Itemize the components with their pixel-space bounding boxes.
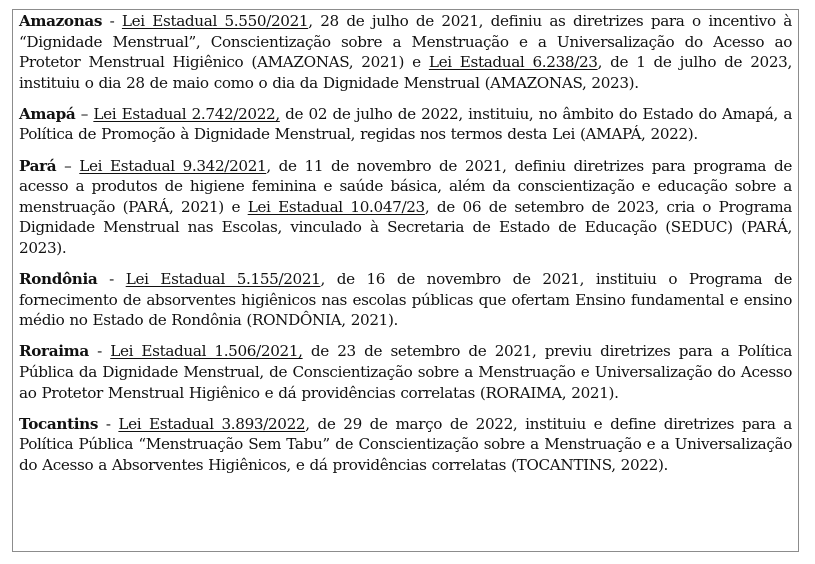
legislation-box <box>12 9 799 552</box>
law-reference: Lei Estadual 10.047/23 <box>247 197 425 216</box>
separator: – <box>75 104 94 123</box>
law-description: de 23 de setembro de 2021, previu diretrizes para a Política Pública da Dignidade Menstrual, de Conscientização sobre a Menstruação e Universalização do Acesso ao Protetor Menstrual Higiênico e dá providências correlatas (RORAIMA, 2021). <box>19 342 792 402</box>
entry-amapa <box>19 104 792 145</box>
law-description: de 02 de julho de 2022, instituiu, no âmbito do Estado do Amapá, a Política de Promoção à Dignidade Menstrual, regidas nos termos desta Lei (AMAPÁ, 2022). <box>19 104 793 144</box>
law-description: , de 11 de novembro de 2021, definiu diretrizes para programa de acesso a produtos de higiene feminina e saúde básica, além da conscientização e educação sobre a menstruação (PARÁ, 2021) e <box>19 156 792 216</box>
separator: - <box>88 342 111 361</box>
state-name: Roraima <box>19 342 89 361</box>
state-name: Rondônia <box>19 270 98 289</box>
separator: - <box>102 12 122 30</box>
separator: - <box>97 270 126 289</box>
law-reference: Lei Estadual 5.550/2021 <box>121 12 309 30</box>
law-reference: Lei Estadual 2.742/2022, <box>93 104 280 123</box>
state-name: Tocantins <box>19 414 99 433</box>
law-reference: Lei Estadual 9.342/2021 <box>79 156 267 175</box>
state-name: Amazonas <box>19 12 103 30</box>
law-description: , de 1 de julho de 2023, instituiu o dia 28 de maio como o dia da Dignidade Menstrual (AMAZONAS, 2023). <box>19 53 792 92</box>
law-reference: Lei Estadual 6.238/23 <box>428 53 598 72</box>
entry-para <box>19 156 792 259</box>
entry-roraima <box>19 341 792 403</box>
separator: - <box>98 414 119 433</box>
entry-tocantins <box>19 414 792 476</box>
law-description: , 28 de julho de 2021, definiu as diretrizes para o incentivo à “Dignidade Menstrual”, Conscientização sobre a Menstruação e a Universalização do Acesso ao Protetor Menstrual Higiênico (AMAZONAS, 2021) e <box>19 12 792 72</box>
state-name: Amapá <box>19 104 76 123</box>
law-description: , de 06 de setembro de 2023, cria o Programa Dignidade Menstrual nas Escolas, vinculado à Secretaria de Estado de Educação (SEDUC) (PARÁ, 2023). <box>19 197 792 257</box>
entry-rondonia <box>19 269 792 331</box>
law-reference: Lei Estadual 3.893/2022 <box>118 414 306 433</box>
law-description: , de 16 de novembro de 2021, instituiu o Programa de fornecimento de absorventes higiênicos nas escolas públicas que ofertam Ensino fundamental e ensino médio no Estado de Rondônia (RONDÔNIA, 2021). <box>19 270 792 330</box>
state-name: Pará <box>19 156 57 175</box>
law-description: , de 29 de março de 2022, instituiu e define diretrizes para a Política Pública “Menstruação Sem Tabu” de Conscientização sobre a Menstruação e a Universalização do Acesso a Absorventes Higiênicos, e dá providências correlatas (TOCANTINS, 2022). <box>19 414 792 474</box>
law-reference: Lei Estadual 1.506/2021, <box>110 342 303 361</box>
law-reference: Lei Estadual 5.155/2021 <box>125 270 321 289</box>
entry-amazonas <box>19 11 792 93</box>
separator: – <box>56 156 80 175</box>
